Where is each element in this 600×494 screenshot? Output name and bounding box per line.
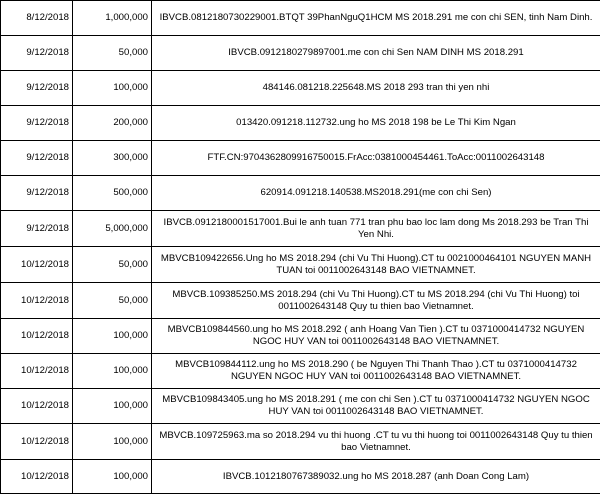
amount-cell: 100,000 (73, 389, 152, 424)
amount-cell: 100,000 (73, 460, 152, 494)
date-cell: 9/12/2018 (1, 141, 73, 176)
date-cell: 10/12/2018 (1, 424, 73, 460)
table-row (1, 106, 600, 141)
description-cell: FTF.CN:9704362809916750015.FrAcc:0381000454461.ToAcc:0011002643148 (152, 141, 600, 176)
date-cell: 9/12/2018 (1, 211, 73, 247)
amount-cell: 5,000,000 (73, 211, 152, 247)
description-cell: 013420.091218.112732.ung ho MS 2018 198 be Le Thi Kim Ngan (152, 106, 600, 141)
date-cell: 9/12/2018 (1, 71, 73, 106)
date-cell: 9/12/2018 (1, 106, 73, 141)
amount-cell: 1,000,000 (73, 1, 152, 36)
date-cell: 9/12/2018 (1, 176, 73, 211)
description-cell: MBVCB109843405.ung ho MS 2018.291 ( me con chi Sen ).CT tu 0371000414732 NGUYEN NGOC HUY VAN toi 0011002643148 BAO VIETNAMNET. (152, 389, 600, 424)
date-cell: 10/12/2018 (1, 389, 73, 424)
description-cell: 620914.091218.140538.MS2018.291(me con chi Sen) (152, 176, 600, 211)
description-cell: MBVCB109844112.ung ho MS 2018.290 ( be Nguyen Thi Thanh Thao ).CT tu 0371000414732 NGUYEN NGOC HUY VAN toi 0011002643148 BAO VIETNAMNET. (152, 354, 600, 389)
table-row (1, 460, 600, 494)
date-cell: 10/12/2018 (1, 319, 73, 354)
table-row (1, 71, 600, 106)
description-cell: 484146.081218.225648.MS 2018 293 tran thi yen nhi (152, 71, 600, 106)
description-cell: MBVCB.109725963.ma so 2018.294 vu thi huong .CT tu vu thi huong toi 0011002643148 Quy tu thien bao Vietnamnet. (152, 424, 600, 460)
table-row (1, 1, 600, 36)
date-cell: 9/12/2018 (1, 36, 73, 71)
table-row (1, 319, 600, 354)
amount-cell: 100,000 (73, 319, 152, 354)
amount-cell: 300,000 (73, 141, 152, 176)
date-cell: 10/12/2018 (1, 354, 73, 389)
amount-cell: 100,000 (73, 354, 152, 389)
table-row (1, 247, 600, 283)
table-row (1, 211, 600, 247)
table-row (1, 36, 600, 71)
description-cell: IBVCB.0912180001517001.Bui le anh tuan 771 tran phu bao loc lam dong Ms 2018.293 be Tran Thi Yen Nhi. (152, 211, 600, 247)
date-cell: 10/12/2018 (1, 247, 73, 283)
table-row (1, 389, 600, 424)
amount-cell: 500,000 (73, 176, 152, 211)
amount-cell: 100,000 (73, 71, 152, 106)
table-row (1, 283, 600, 319)
amount-cell: 100,000 (73, 424, 152, 460)
description-cell: IBVCB.1012180767389032.ung ho MS 2018.287 (anh Doan Cong Lam) (152, 460, 600, 494)
description-cell: MBVCB.109385250.MS 2018.294 (chi Vu Thi Huong).CT tu MS 2018.294 (chi Vu Thi Huong) toi 0011002643148 Quy tu thien bao Vietnamnet. (152, 283, 600, 319)
amount-cell: 200,000 (73, 106, 152, 141)
description-cell: MBVCB109422656.Ung ho MS 2018.294 (chi Vu Thi Huong).CT tu 0021000464101 NGUYEN MANH TUAN toi 0011002643148 BAO VIETNAMNET. (152, 247, 600, 283)
amount-cell: 50,000 (73, 283, 152, 319)
table-row (1, 354, 600, 389)
description-cell: IBVCB.0912180279897001.me con chi Sen NAM DINH MS 2018.291 (152, 36, 600, 71)
donation-table-body (1, 1, 600, 494)
table-row (1, 176, 600, 211)
table-row (1, 141, 600, 176)
date-cell: 8/12/2018 (1, 1, 73, 36)
date-cell: 10/12/2018 (1, 460, 73, 494)
table-row (1, 424, 600, 460)
amount-cell: 50,000 (73, 36, 152, 71)
description-cell: MBVCB109844560.ung ho MS 2018.292 ( anh Hoang Van Tien ).CT tu 0371000414732 NGUYEN NGOC HUY VAN toi 0011002643148 BAO VIETNAMNET. (152, 319, 600, 354)
date-cell: 10/12/2018 (1, 283, 73, 319)
amount-cell: 50,000 (73, 247, 152, 283)
description-cell: IBVCB.0812180730229001.BTQT 39PhanNguQ1HCM MS 2018.291 me con chi SEN, tinh Nam Dinh. (152, 1, 600, 36)
